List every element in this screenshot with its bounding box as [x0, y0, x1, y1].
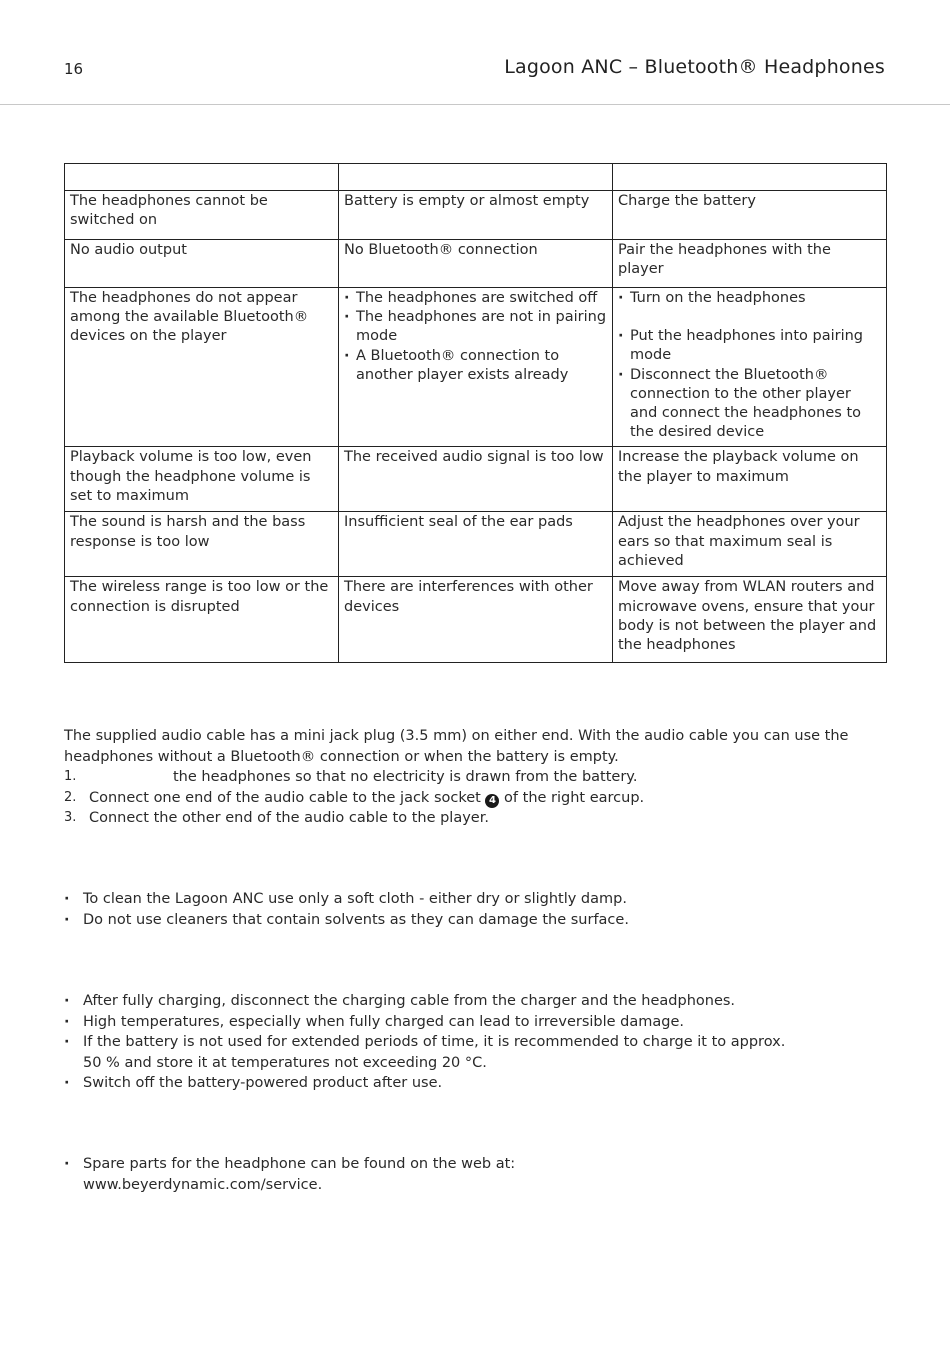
list-item: · Spare parts for the headphone can be found on the web at: www.beyerdynamic.com/service. — [64, 1154, 886, 1195]
table-row — [65, 447, 887, 512]
step-number: 3. — [64, 810, 77, 825]
cause-cell: Insufficient seal of the ear pads — [339, 512, 613, 577]
list-item: · Turn on the headphones — [618, 289, 881, 308]
cable-intro: The supplied audio cable has a mini jack plug (3.5 mm) on either end. With the audio cable you can use the headphones without a Bluetooth® connection or when the battery is empty. — [64, 728, 849, 765]
cause-cell: There are interferences with other devices — [339, 577, 613, 663]
cable-steps — [64, 767, 886, 829]
step-text: Connect the other end of the audio cable to the player. — [89, 810, 489, 826]
page-title: Lagoon ANC – Bluetooth® Headphones — [504, 56, 885, 78]
list-item: · To clean the Lagoon ANC use only a soft cloth - either dry or slightly damp. — [64, 889, 886, 910]
page-number: 16 — [64, 60, 84, 78]
table-row — [65, 191, 887, 240]
problem-cell: No audio output — [65, 240, 339, 288]
solution-cell — [613, 288, 887, 447]
list-item: · If the battery is not used for extended periods of time, it is recommended to charge it to approx. 50 % and store it at temperatures not exceeding 20 °C. — [64, 1032, 886, 1073]
troubleshooting-table — [64, 163, 887, 663]
table-row — [65, 577, 887, 663]
audio-cable-section — [64, 726, 886, 829]
solution-cell: Pair the headphones with the player — [613, 240, 887, 288]
list-item — [64, 767, 886, 788]
battery-list — [64, 991, 886, 1094]
care-section — [64, 889, 886, 930]
list-item: · The headphones are not in pairing mode — [344, 308, 607, 346]
care-list — [64, 889, 886, 930]
spare-parts-list — [64, 1154, 886, 1195]
list-item: · A Bluetooth® connection to another player exists already — [344, 347, 607, 385]
solution-cell: Move away from WLAN routers and microwave ovens, ensure that your body is not between the player and the headphones — [613, 577, 887, 663]
list-item: · Put the headphones into pairing mode — [618, 327, 881, 365]
step-number: 2. — [64, 789, 77, 805]
spare-parts-section — [64, 1154, 886, 1195]
table-row — [65, 240, 887, 288]
cause-cell — [339, 288, 613, 447]
jack-socket-marker-icon: 4 — [485, 794, 499, 808]
list-item: · High temperatures, especially when fully charged can lead to irreversible damage. — [64, 1012, 886, 1033]
solution-cell: Adjust the headphones over your ears so that maximum seal is achieved — [613, 512, 887, 577]
list-item: · Do not use cleaners that contain solvents as they can damage the surface. — [64, 910, 886, 931]
problem-cell: The headphones do not appear among the available Bluetooth® devices on the player — [65, 288, 339, 447]
list-item: · Switch off the battery-powered product after use. — [64, 1073, 886, 1094]
header-cell-solution — [613, 164, 887, 191]
problem-cell: The wireless range is too low or the connection is disrupted — [65, 577, 339, 663]
problem-cell: Playback volume is too low, even though the headphone volume is set to maximum — [65, 447, 339, 512]
header-divider — [0, 104, 950, 105]
battery-section — [64, 991, 886, 1094]
cause-list — [344, 289, 607, 385]
list-item: · Disconnect the Bluetooth® connection to the other player and connect the headphones to the desired device — [618, 366, 881, 443]
solution-cell: Increase the playback volume on the player to maximum — [613, 447, 887, 512]
table-row — [65, 512, 887, 577]
problem-cell: The sound is harsh and the bass response is too low — [65, 512, 339, 577]
problem-cell: The headphones cannot be switched on — [65, 191, 339, 240]
cause-cell: No Bluetooth® connection — [339, 240, 613, 288]
list-item — [64, 788, 886, 809]
table-row — [65, 288, 887, 447]
header-cell-cause — [339, 164, 613, 191]
cause-cell: Battery is empty or almost empty — [339, 191, 613, 240]
list-item: · After fully charging, disconnect the charging cable from the charger and the headphones. — [64, 991, 886, 1012]
step-number: 1. — [64, 769, 77, 784]
step-text: of the right earcup. — [504, 789, 645, 806]
solution-cell: Charge the battery — [613, 191, 887, 240]
solution-list — [618, 289, 881, 442]
cause-cell: The received audio signal is too low — [339, 447, 613, 512]
list-item: · The headphones are switched off — [344, 289, 607, 308]
header-cell-problem — [65, 164, 339, 191]
list-item — [64, 808, 886, 829]
table-header-row — [65, 164, 887, 191]
step-text: the headphones so that no electricity is drawn from the battery. — [173, 769, 638, 785]
step-text: Connect one end of the audio cable to the jack socket — [89, 789, 481, 806]
